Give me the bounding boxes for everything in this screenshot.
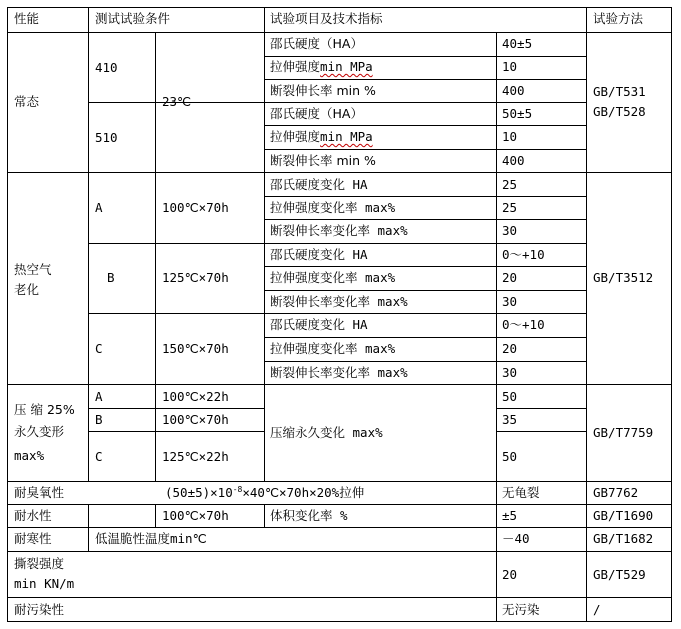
grade-510: 510: [95, 130, 118, 145]
header-condition: 测试试验条件: [95, 11, 171, 26]
normal-item: 断裂伸长率 min %: [270, 83, 376, 98]
stain-value: 无污染: [502, 602, 540, 617]
aging-cond: 150℃×70h: [162, 341, 229, 356]
aging-item: 拉伸强度变化率 max%: [270, 341, 396, 356]
tear-value: 20: [502, 567, 518, 582]
cold-method: GB/T1682: [593, 531, 654, 546]
aging-value: 0～+10: [502, 247, 545, 262]
header-property: 性能: [14, 11, 40, 26]
aging-method: GB/T3512: [593, 270, 654, 285]
aging-cond: 125℃×70h: [162, 270, 229, 285]
aging-item: 邵氏硬度变化 HA: [270, 247, 368, 262]
aging-item: 拉伸强度变化率 max%: [270, 270, 396, 285]
compression-label: 永久变形: [14, 424, 65, 439]
compression-method: GB/T7759: [593, 425, 654, 440]
compression-value: 35: [502, 412, 518, 427]
aging-item: 断裂伸长率变化率 max%: [270, 365, 408, 380]
compression-cond: 100℃×22h: [162, 389, 229, 404]
normal-item: 拉伸强度min MPa: [270, 129, 373, 144]
aging-value: 20: [502, 341, 518, 356]
compression-value: 50: [502, 389, 518, 404]
aging-group-name: A: [95, 200, 103, 215]
water-item: 体积变化率 %: [270, 508, 348, 523]
ozone-method: GB7762: [593, 485, 639, 500]
header-item: 试验项目及技术指标: [270, 11, 383, 26]
cold-value: －40: [502, 531, 530, 546]
aging-value: 30: [502, 365, 518, 380]
water-method: GB/T1690: [593, 508, 654, 523]
normal-method: GB/T531: [593, 84, 646, 99]
stain-method: /: [593, 602, 601, 617]
aging-label: 热空气: [14, 262, 52, 277]
aging-item: 断裂伸长率变化率 max%: [270, 294, 408, 309]
aging-cond: 100℃×70h: [162, 200, 229, 215]
compression-label: 压 缩 25%: [14, 402, 75, 417]
normal-item: 邵氏硬度（HA）: [270, 36, 363, 51]
ozone-label: 耐臭氧性: [14, 485, 65, 500]
normal-item: 邵氏硬度（HA）: [270, 106, 363, 121]
header-method: 试验方法: [593, 11, 644, 26]
normal-value: 10: [502, 59, 518, 74]
aging-value: 20: [502, 270, 518, 285]
compression-row-name: A: [95, 389, 103, 404]
water-cond: 100℃×70h: [162, 508, 229, 523]
normal-value: 40±5: [502, 36, 533, 51]
ozone-value: 无龟裂: [502, 485, 540, 500]
normal-temp: 23℃: [162, 94, 192, 109]
cold-cond: 低温脆性温度min℃: [95, 531, 207, 546]
aging-value: 30: [502, 294, 518, 309]
normal-item: 断裂伸长率 min %: [270, 153, 376, 168]
aging-group-name: C: [95, 341, 103, 356]
aging-item: 邵氏硬度变化 HA: [270, 317, 368, 332]
compression-row-name: C: [95, 449, 103, 464]
water-value: ±5: [502, 508, 518, 523]
cold-label: 耐寒性: [14, 531, 52, 546]
normal-method: GB/T528: [593, 104, 646, 119]
grade-410: 410: [95, 60, 118, 75]
tear-method: GB/T529: [593, 567, 646, 582]
tear-label: min KN/m: [14, 576, 75, 591]
aging-value: 25: [502, 177, 518, 192]
aging-item: 拉伸强度变化率 max%: [270, 200, 396, 215]
compression-row-name: B: [95, 412, 103, 427]
normal-value: 400: [502, 153, 525, 168]
normal-label: 常态: [14, 94, 40, 109]
normal-value: 50±5: [502, 106, 533, 121]
tear-label: 撕裂强度: [14, 556, 65, 571]
aging-item: 邵氏硬度变化 HA: [270, 177, 368, 192]
compression-cond: 125℃×22h: [162, 449, 229, 464]
compression-cond: 100℃×70h: [162, 412, 229, 427]
compression-label: max%: [14, 448, 45, 463]
normal-item: 拉伸强度min MPa: [270, 59, 373, 74]
water-label: 耐水性: [14, 508, 52, 523]
aging-label: 老化: [14, 282, 40, 297]
ozone-cond: $(50\pm 5)\times 10^{-8}\times 40℃\times 70h\times 20\%$拉伸: [165, 484, 365, 500]
aging-group-name: B: [107, 270, 115, 285]
normal-value: 400: [502, 83, 525, 98]
stain-label: 耐污染性: [14, 602, 65, 617]
aging-item: 断裂伸长率变化率 max%: [270, 223, 408, 238]
normal-value: 10: [502, 129, 518, 144]
compression-value: 50: [502, 449, 518, 464]
aging-value: 30: [502, 223, 518, 238]
compression-item: 压缩永久变化 max%: [270, 425, 383, 440]
aging-value: 25: [502, 200, 518, 215]
aging-value: 0～+10: [502, 317, 545, 332]
